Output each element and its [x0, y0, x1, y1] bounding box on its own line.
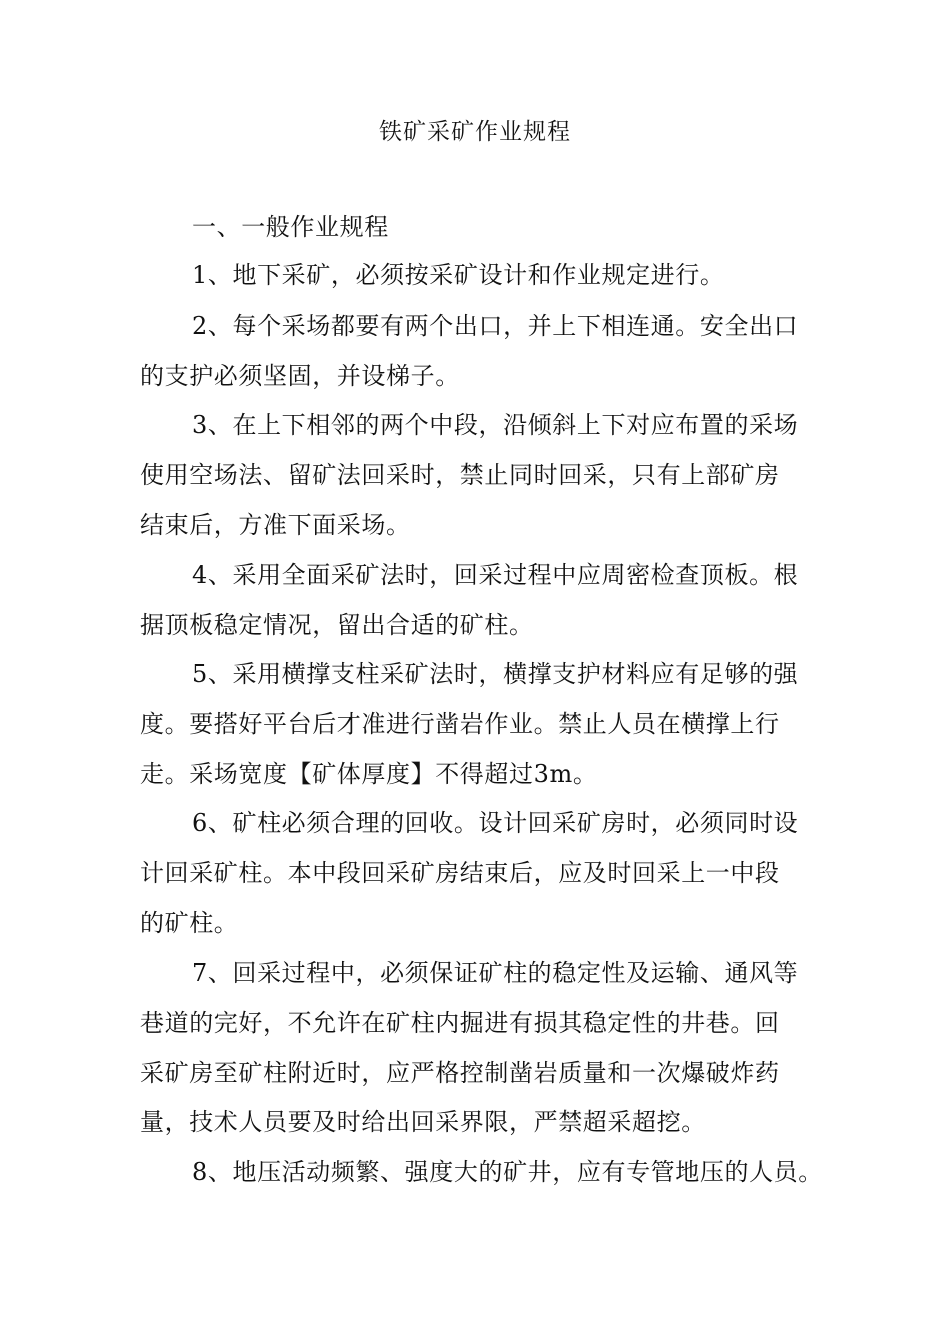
paragraph-4-line-2: 据顶板稳定情况，留出合适的矿柱。 [140, 611, 534, 639]
paragraph-5-line-3: 走。采场宽度【矿体厚度】不得超过3m。 [140, 760, 598, 788]
paragraph-3-line-2: 使用空场法、留矿法回采时，禁止同时回采，只有上部矿房 [140, 461, 780, 489]
paragraph-6-line-3: 的矿柱。 [140, 909, 239, 937]
paragraph-2-line-1: 2、每个采场都要有两个出口，并上下相连通。安全出口 [192, 312, 799, 340]
paragraph-6-line-2: 计回采矿柱。本中段回采矿房结束后，应及时回采上一中段 [140, 859, 780, 887]
paragraph-7-line-3: 采矿房至矿柱附近时，应严格控制凿岩质量和一次爆破炸药 [140, 1059, 780, 1087]
paragraph-7-line-2: 巷道的完好，不允许在矿柱内掘进有损其稳定性的井巷。回 [140, 1009, 780, 1037]
section-heading: 一、一般作业规程 [192, 213, 389, 241]
paragraph-7-line-4: 量，技术人员要及时给出回采界限，严禁超采超挖。 [140, 1108, 706, 1136]
paragraph-7-line-1: 7、回采过程中，必须保证矿柱的稳定性及运输、通风等 [192, 959, 799, 987]
paragraph-5-line-2: 度。要搭好平台后才准进行凿岩作业。禁止人员在横撑上行 [140, 710, 780, 738]
paragraph-5-line-1: 5、采用横撑支柱采矿法时，横撑支护材料应有足够的强 [192, 660, 799, 688]
paragraph-3-line-1: 3、在上下相邻的两个中段，沿倾斜上下对应布置的采场 [192, 411, 799, 439]
paragraph-6-line-1: 6、矿柱必须合理的回收。设计回采矿房时，必须同时设 [192, 809, 799, 837]
paragraph-1-line-1: 1、地下采矿，必须按采矿设计和作业规定进行。 [192, 261, 725, 289]
paragraph-2-line-2: 的支护必须坚固，并设梯子。 [140, 362, 460, 390]
paragraph-3-line-3: 结束后，方准下面采场。 [140, 511, 411, 539]
paragraph-8-line-1: 8、地压活动频繁、强度大的矿井，应有专管地压的人员。 [192, 1158, 823, 1186]
paragraph-4-line-1: 4、采用全面采矿法时，回采过程中应周密检查顶板。根 [192, 561, 799, 589]
document-title: 铁矿采矿作业规程 [379, 119, 571, 145]
